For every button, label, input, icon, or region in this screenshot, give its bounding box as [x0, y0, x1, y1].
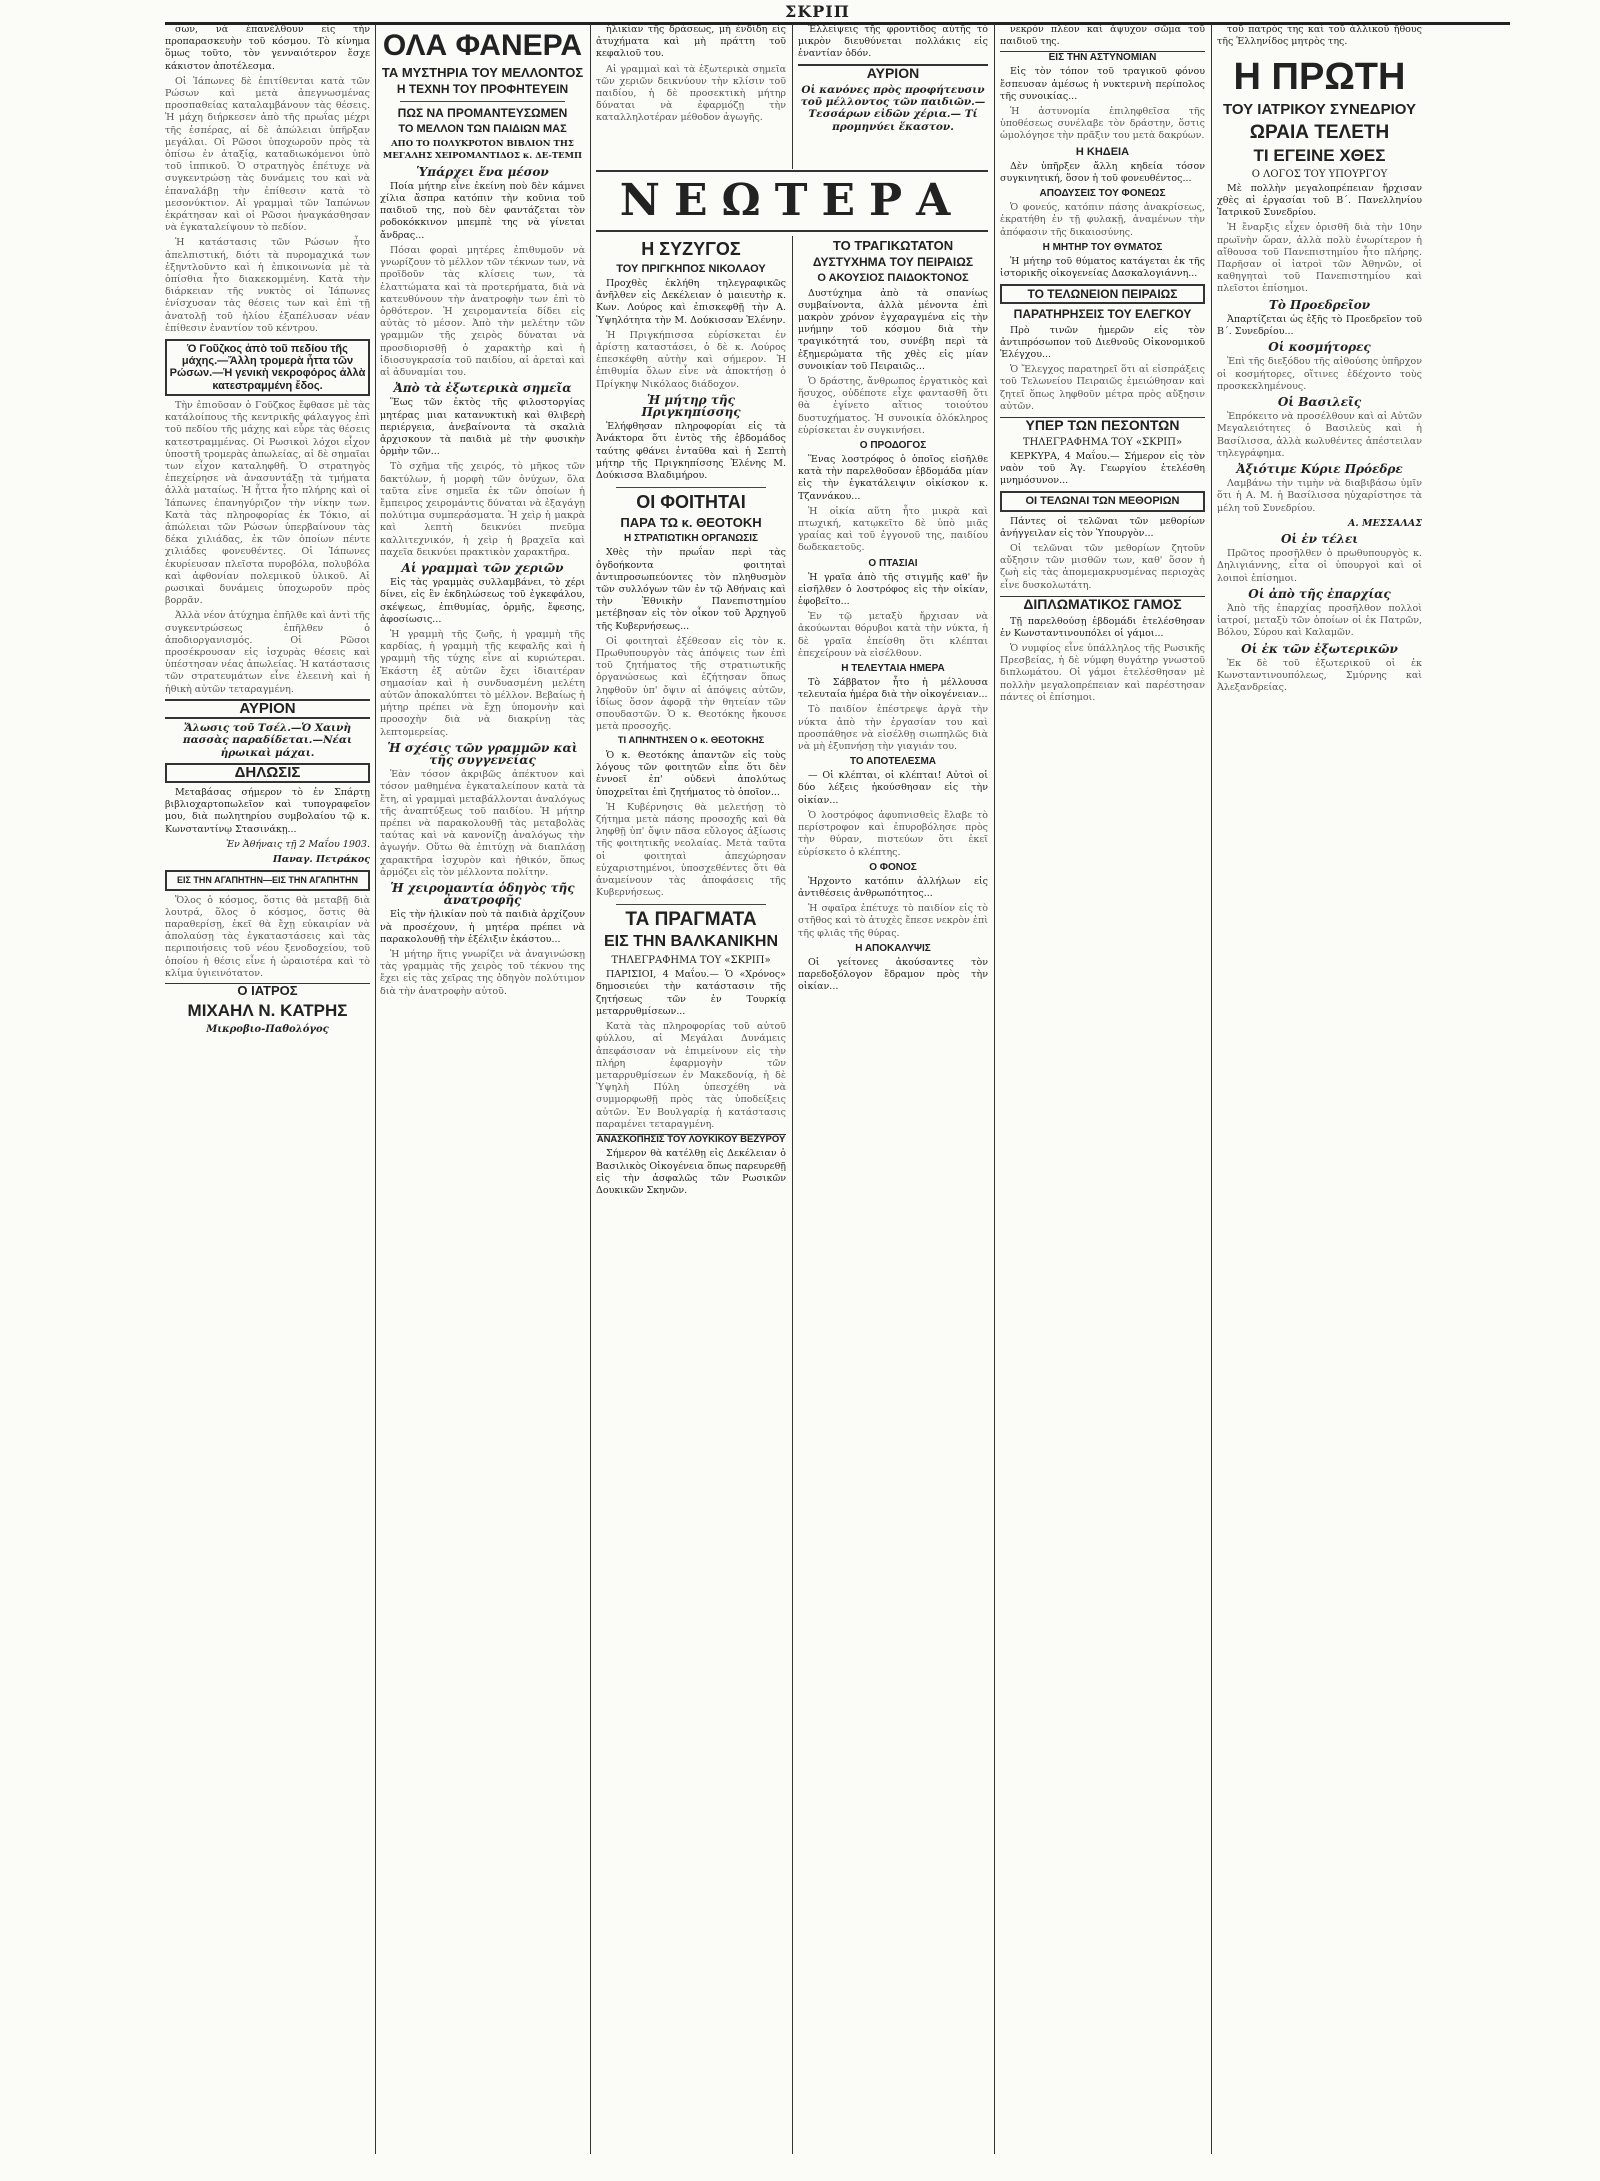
col3-para-2: Ἐλήφθησαν πληροφορίαι εἰς τὰ Ἀνάκτορα ὅτι ἐντὸς τῆς ἑβδομάδος ταύτης φθάνει ἐνταῦθα καὶ ἡ Σεπτὴ μήτηρ τῆς Πριγκηπίσσης Ἑλένης Μ. Δούκισσα Βλαδιμήρου. [596, 421, 786, 482]
col5-subhead-5: ΤΗΛΕΓΡΑΦΗΜΑ ΤΟΥ «ΣΚΡΙΠ» [1022, 436, 1183, 448]
column-rule [590, 24, 591, 2154]
col1-dilosis-title: ΔΗΛΩΣΙΣ [165, 763, 370, 783]
col3-subhead-1: Ἡ μήτηρ τῆς Πριγκηπίσσης [641, 392, 741, 420]
col1-body-2: Ἡ κατάστασις τῶν Ρώσων ἦτο ἀπελπιστική, διότι τὰ πυρομαχικά των ἐξηντλοῦντο καὶ ἡ ἐπικοινωνία μὲ τὰ ὀπίσθια ἦτο διακεκομμένη. Κατὰ τὴν διάρκειαν τῆς νυκτὸς οἱ Ἰάπωνες ἐνίσχυσαν τὰς θέσεις των καὶ ἐπὶ τῇ ἀνατολῇ τοῦ ἡλίου ἐξαπέλυσαν νέαν ἐπίθεσιν ἐναντίον τοῦ κέντρου. [165, 237, 370, 334]
col1-avrion-title: ΑΥΡΙΟΝ [165, 699, 370, 720]
col2-para-2: Ἕως τῶν ἐκτὸς τῆς φιλοστοργίας μητέρας μιαι κατανυκτικὴ καὶ θλιβερὴ περιέργεια, ἀνεβαίνοντα τὰ σκαλιὰ ἀρχισκουν τὰ παιδιὰ μὲ τὴν φυσικὴν ὁρμὴν τῶν... [380, 397, 585, 458]
col5-headline-5: ΔΙΠΛΩΜΑΤΙΚΟΣ ΓΑΜΟΣ [1000, 596, 1205, 612]
column-rule [1211, 24, 1212, 2154]
col6-para-1: Μὲ πολλὴν μεγαλοπρέπειαν ἤρχισαν χθὲς αἱ ἐργασίαι τοῦ Β΄. Πανελληνίου Ἰατρικοῦ Συνεδρίου. [1217, 182, 1422, 219]
col5-subhead-3: ΑΠΟΔΥΣΕΙΣ ΤΟΥ ΦΟΝΕΩΣ [1039, 188, 1166, 200]
col1-intro: σων, νὰ ἐπανέλθουν εἰς τὴν προπαρασκευὴν τοῦ κόσμου. Τὸ κίνημα ὅμως τοῦτο, τὸν γενναιότερον ἔσχε κάκιστον ἀποτέλεσμα. [165, 24, 370, 72]
column-3 [596, 236, 786, 2154]
col4-para-1: Δυστύχημα ἀπὸ τὰ σπανίως συμβαίνοντα, ἀλλὰ μένοντα ἐπὶ μακρὸν χρόνον ἐγχαραγμένα εἰς τὴν μνήμην τοῦ κόσμου διὰ τὴν τραγικότητά του, συνέβη περὶ τὰ ἐξημερώματα τῆς χθὲς εἰς μίαν συνοικίαν τοῦ Πειραιῶς... [798, 287, 988, 372]
col3-para-6: Σήμερον θὰ κατέλθῃ εἰς Δεκέλειαν ὁ Βασιλικὸς Οἰκογένεια ὅπως παρευρεθῇ εἰς τὴν ἀσφαλῶς τῶν Ρωσικῶν Δουκικῶν Σκηνῶν. [596, 1148, 786, 1196]
col5-headline-4: ΟΙ ΤΕΛΩΝΑΙ ΤΩΝ ΜΕΘΟΡΙΩΝ [1000, 491, 1205, 511]
col6-top-text: τοῦ πατρὸς της καὶ τοῦ ἀλλικοῦ ἤθους τῆς Ἑλληνίδος μητρὸς της. [1217, 24, 1422, 48]
col3-headline-7: ΕΙΣ ΤΗΝ ΒΑΛΚΑΝΙΚΗΝ [603, 933, 779, 951]
col3-subhead-4: ΑΝΑΣΚΟΠΗΣΙΣ ΤΟΥ ΛΟΥΚΙΚΟΥ ΒΕΖΥΡΟΥ [596, 1133, 786, 1145]
column-5 [1000, 24, 1205, 2154]
col5-para-7: Τῇ παρελθούσῃ ἑβδομάδι ἐτελέσθησαν ἐν Κωνσταντινουπόλει οἱ γάμοι... [1000, 615, 1205, 639]
col2-body-3: Ἡ γραμμὴ τῆς ζωῆς, ἡ γραμμὴ τῆς καρδίας, ἡ γραμμὴ τῆς κεφαλῆς καὶ ἡ γραμμὴ τῆς τύχης εἶνε αἱ κυριώτεραι. Ἑκάστη ἐξ αὐτῶν ἔχει ἰδιαιτέραν σημασίαν καὶ ἡ συνδυασμένη μελέτη αὐτῶν ἀποκαλύπτει τὸ μέλλον. Βεβαίως ἡ μήτηρ πρέπει νὰ ἔχῃ ὑπομονὴν καὶ προσοχὴν διὰ νὰ διακρίνῃ τὰς λεπτομερείας. [380, 628, 585, 738]
col1-body-5: Ὅλος ὁ κόσμος, ὅστις θὰ μεταβῇ διὰ λουτρά, ὅλος ὁ κόσμος, ὅστις θὰ παραθερίσῃ, ἐκεῖ θὰ ἔχῃ εὐκαιρίαν νὰ ἀπολαύσῃ τὰς ἐγκαταστάσεις καὶ τὰς περιποιήσεις τοῦ νέου ξενοδοχείου, τοῦ ὁποίου ἡ θέσις εἶνε ἡ ὡραιοτέρα καὶ τὸ κλίμα ὑγιεινότατον. [165, 894, 370, 979]
col1-body-3: Τὴν ἐπιοῦσαν ὁ Γοῦζκος ἔφθασε μὲ τὰς κατάλοίπους τῆς κεντρικῆς φάλαγγος ἐπὶ τοῦ πεδίου τῆς μάχης καὶ εὗρε τὰς θέσεις κατεστραμμένας. Οἱ Ρωσικοὶ λόχοι εἶχον ὑποστῆ τρομερὰς ἀπωλείας, αἱ δὲ σημαῖαι των εἶχον καταληφθῆ. Ὁ στρατηγὸς ἐπεχείρησε νὰ ἀνασυντάξῃ τὰ τμήματα ἀλλὰ ματαίως. Ἡ ἧττα ἦτο πλήρης καὶ οἱ Ἰάπωνες ἐπανηγύριζον τὴν νίκην των. Κατὰ τὰς πληροφορίας ἐκ Τόκιο, αἱ ἀπώλειαι τῶν Ρώσων ὑπερβαίνουν τὰς δέκα χιλιάδας, ἐκ τῶν ὁποίων πέντε χιλιάδες φονευθέντες. Οἱ Ἰάπωνες ἐκυρίευσαν πλεῖστα πυροβόλα, πολυβόλα καὶ ἀφθονίαν πολεμικοῦ ὑλικοῦ. Αἱ ρωσικαὶ δυνάμεις ὑποχωροῦν πρὸς βορρᾶν. [165, 399, 370, 607]
col4-para-2: Ἕνας λοστρόφος ὁ ὁποῖος εἰσῆλθε κατὰ τὴν παρελθοῦσαν ἑβδομάδα μίαν εἰς τὴν ἐγκατάλειψιν οἰκίσκον κ. Τζαννάκου... [798, 454, 988, 502]
col5-headline-3: ΥΠΕΡ ΤΩΝ ΠΕΣΟΝΤΩΝ [1000, 417, 1205, 433]
col5-body-1: Ἡ ἀστυνομία ἐπιληφθεῖσα τῆς ὑποθέσεως συνέλαβε τὸν δράστην, ὅστις ὡμολόγησε τὴν πρᾶξιν του μετὰ δακρύων. [1000, 106, 1205, 142]
col3-sep [616, 487, 766, 488]
column-3-top [596, 24, 786, 169]
col2-subhead-4: Ἡ σχέσις τῶν γραμμῶν καὶ τῆς συγγενείας [387, 740, 578, 768]
col2-headline-6: ΑΠΟ ΤΟ ΠΟΛΥΚΡΟΤΟΝ ΒΙΒΛΙΟΝ ΤΗΣ ΜΕΓΑΛΗΣ ΧΕΙΡΟΜΑΝΤΙΔΟΣ κ. ΔΕ-ΤΕΜΠ [382, 139, 583, 162]
col6-headline-3: ΩΡΑΙΑ ΤΕΛΕΤΗ [1249, 121, 1390, 143]
col2-para-1: Ποία μήτηρ εἶνε ἐκείνη ποὺ δὲν κάμνει χίλια ἄσπρα κατόπιν τὴν κοῦνια τοῦ παιδιοῦ της, ποὺ δὲν φαντάζεται τὸν ροδοκόκκινον μπεμπὲ της νὰ γίνεται ἄνδρας... [380, 180, 585, 241]
col2-headline-5: ΤΟ ΜΕΛΛΟΝ ΤΩΝ ΠΑΙΔΙΩΝ ΜΑΣ [398, 123, 567, 136]
col3-headline-3: ΟΙ ΦΟΙΤΗΤΑΙ [636, 492, 746, 513]
col3-body-4: Κατὰ τὰς πληροφορίας τοῦ αὐτοῦ φύλλου, αἱ Μεγάλαι Δυνάμεις ἀπεφάσισαν νὰ ἐπιμείνουν εἰς τὴν πλήρη ἐφαρμογὴν τῶν μεταρρυθμίσεων ἐν Μακεδονίᾳ, ἡ δὲ Ὑψηλὴ Πύλη ὑπεσχέθη νὰ συμμορφωθῇ πρὸς τὰς ὑποδείξεις αὐτῶν. Ἐν Βουλγαρίᾳ ἡ κατάστασις παραμένει τεταραγμένη. [596, 1021, 786, 1130]
col2-para-3: Εἰς τὰς γραμμὰς συλλαμβάνει, τὸ χέρι δίνει, εἰς ἓν ἐκδηλώσεως τοῦ ἐγκεφάλου, σκέψεως, ἐπιθυμίας, ὁρμῆς, ἔφεσης, ἀφοσίωσις... [380, 577, 585, 625]
column-1 [165, 24, 370, 2154]
col6-body-4: Λαμβάνω τὴν τιμὴν νὰ διαβιβάσω ὑμῖν ὅτι ἡ Α. Μ. ἡ Βασίλισσα ηὐχαρίστησε τὰ μέλη τοῦ Συνεδρίου. [1217, 478, 1422, 514]
column-rule [792, 236, 793, 2154]
col5-para-1: Εἰς τὸν τόπον τοῦ τραγικοῦ φόνου ἔσπευσαν ἀμέσως ἡ νυκτερινὴ περίπολος τῆς συνοικίας... [1000, 66, 1205, 102]
col6-body-5: Πρῶτος προσῆλθεν ὁ πρωθυπουργὸς κ. Δηλιγιάννης, εἶτα οἱ ὑπουργοὶ καὶ οἱ λοιποὶ ἐπίσημοι. [1217, 548, 1422, 584]
col5-para-2: Δὲν ὑπῆρξεν ἄλλη κηδεία τόσον συγκινητική, ὅσον ἡ τοῦ φονευθέντος... [1000, 160, 1205, 184]
col3-subhead-3: ΤΗΛΕΓΡΑΦΗΜΑ ΤΟΥ «ΣΚΡΙΠ» [611, 955, 771, 967]
col4-body-3: Ἐν τῷ μεταξὺ ἤρχισαν νὰ ἀκούωνται θόρυβοι κατὰ τὴν νύκτα, ἡ δὲ γραῖα ἐπείσθη ὅτι κλέπται ἐπεχείρουν νὰ εἰσέλθουν. [798, 611, 988, 659]
col3-body-3: Ἡ Κυβέρνησις θὰ μελετήσῃ τὸ ζήτημα μετὰ πάσης προσοχῆς καὶ θὰ ληφθῇ ὑπ' ὄψιν πᾶσα εὔλογος ἀξίωσις τῆς φοιτητικῆς νεολαίας. Μετὰ ταῦτα οἱ φοιτηταὶ ἀπεχώρησαν εὐχαριστημένοι, ὑποσχεθέντες ὅτι θὰ ἀναμείνουν τὰς ἀποφάσεις τῆς Κυβερνήσεως. [596, 801, 786, 899]
col2-body-4: Ἐὰν τόσον ἀκριβῶς ἀπέκτυον καὶ τόσον μαθημένα ἐγκαταλείπουν κατὰ τὰ ἔτη, αἱ γραμμαὶ μεταβάλλονται ἀναλόγως τῆς ἀναπτύξεως τοῦ παιδίου. Ἡ μήτηρ πρέπει νὰ παρακολουθῇ τὰς μεταβολὰς ταύτας καὶ νὰ κανονίζῃ ἀναλόγως τὴν ἀγωγήν. Οὕτω θὰ ἐπιτύχῃ νὰ διαπλάσῃ χαρακτῆρα ἰσχυρὸν καὶ ἠθικόν, ὅπως ἀρμόζει εἰς τὸν μέλλοντα πολίτην. [380, 769, 585, 878]
col4-para-6: Ἠρχοντο κατόπιν ἀλλήλων εἰς ἀντιθέσεις ἀνθρωπότητος... [798, 875, 988, 899]
col3-body-2: Οἱ φοιτηταὶ ἐξέθεσαν εἰς τὸν κ. Πρωθυπουργὸν τὰς ἀπόψεις των ἐπὶ τοῦ ζητήματος τῆς στρατιωτικῆς ὀργανώσεως καὶ ἐζήτησαν ὅπως ληφθοῦν ὑπ' ὄψιν αἱ ἀπόψεις αὐτῶν, ἰδίως ὅσον ἀφορᾷ τὴν θητείαν τῶν σπουδαστῶν. Ὁ κ. Θεοτόκης ἤκουσε μετὰ προσοχῆς. [596, 635, 786, 733]
col4-para-7: Οἱ γείτονες ἀκούσαντες τὸν παρεδοξόλογον ἔδραμον πρὸς τὴν οἰκίαν... [798, 956, 988, 993]
col2-subhead-1: Ὑπάρχει ἕνα μέσον [416, 164, 549, 179]
col2-subhead-5: Ἡ χειρομαντία ὁδηγὸς τῆς ἀνατροφῆς [390, 881, 575, 908]
col4-subhead-2: Ο ΠΤΑΣΙΑΙ [868, 557, 918, 569]
col5-body-3: Ὁ Ἔλεγχος παρατηρεῖ ὅτι αἱ εἰσπράξεις τοῦ Τελωνείου Πειραιῶς ἐμειώθησαν καὶ ζητεῖ ὅπως ληφθοῦν μέτρα πρὸς αὔξησιν αὐτῶν. [1000, 364, 1205, 412]
column-4-top [798, 24, 988, 169]
col1-dilosis-place: Ἐν Ἀθήναις τῇ 2 Μαΐου 1903. [225, 838, 370, 850]
col2-headline-2: ΤΑ ΜΥΣΤΗΡΙΑ ΤΟΥ ΜΕΛΛΟΝΤΟΣ [381, 64, 584, 80]
col3-para-3: Χθὲς τὴν πρωΐαν περὶ τὰς ὀγδοήκοντα φοιτηταὶ ἀντιπροσωπεύοντες τὸν πληθυσμὸν τῶν συλλόγων τῶν ἐν τῷ Ἀθήναις καὶ τὴν Ἐθνικὴν Πανεπιστημίου μετέβησαν εἰς τὸν οἶκον τοῦ Ἀρχηγοῦ τῆς Κυβερνήσεως... [596, 547, 786, 632]
col4-top-text: Ἐλλείψεις τῆς φροντίδος αὐτῆς τὸ μικρὸν διευθύνεται πολλάκις εἰς ἐναντίαν ὁδόν. [798, 24, 988, 60]
col6-headline-1: Η ΠΡΩΤΗ [1233, 56, 1406, 99]
col1-dilosis-text: Μεταβάσας σήμερον τὸ ἐν Σπάρτῃ βιβλιοχαρτοπωλεῖον καὶ τυπογραφεῖον μου, διὰ πωλητηρίου συμβολαίου τῷ κ. Κωνσταντίνῳ Στασινάκῃ... [165, 787, 370, 835]
col4-avrion-title: ΑΥΡΙΟΝ [798, 64, 988, 81]
col2-body-1: Πόσαι φοραὶ μητέρες ἐπιθυμοῦν νὰ γνωρίζουν τὸ μέλλον τῶν τέκνων των, νὰ προϊδοῦν τὰς κλίσεις των, τὰ ἐλαττώματα καὶ τὰ προτερήματα, διὰ νὰ κατευθύνουν τὴν ἀνατροφὴν των ἐπὶ τὸ ὀρθότερον. Ἡ χειρομαντεία δίδει εἰς αὐτὰς τὸ μέσον. Ἀπὸ τὴν μελέτην τῶν γραμμῶν τῆς χειρὸς δύναται νὰ προσδιορισθῇ ὁ χαρακτὴρ καὶ ἡ ἰδιοσυγκρασία τοῦ παιδίου, αἱ ἀρεταὶ καὶ αἱ ἀδυναμίαι του. [380, 244, 585, 378]
col2-headline-3: Η ΤΕΧΝΗ ΤΟΥ ΠΡΟΦΗΤΕΥΕΙΝ [396, 81, 569, 96]
col1-athinon-title: ΕΙΣ ΤΗΝ ΑΓΑΠΗΤΗΝ—ΕΙΣ ΤΗΝ ΑΓΑΠΗΤΗΝ [165, 870, 370, 890]
col5-para-6: Πάντες οἱ τελῶναι τῶν μεθορίων ἀνήγγειλαν εἰς τὸν Ὑπουργὸν... [1000, 515, 1205, 539]
col3-headline-6: ΤΑ ΠΡΑΓΜΑΤΑ [625, 909, 757, 931]
col6-subhead-2: Οἱ κοσμήτορες [1268, 340, 1371, 355]
col4-avrion-text: Οἱ κανόνες πρὸς προφήτευσιν τοῦ μέλλοντος τῶν παιδιῶν.— Τεσσάρων εἰδῶν χέρια.— Τί προμηνύει ἕκαστον. [800, 84, 986, 133]
col6-para-2: Ἀπαρτίζεται ὡς ἑξῆς τὸ Προεδρεῖον τοῦ Β΄. Συνεδρίου... [1217, 313, 1422, 338]
col3-headline-5: Η ΣΤΡΑΤΙΩΤΙΚΗ ΟΡΓΑΝΩΣΙΣ [623, 533, 759, 545]
col6-headline-2: ΤΟΥ ΙΑΤΡΙΚΟΥ ΣΥΝΕΔΡΙΟΥ [1222, 101, 1417, 119]
col5-headline-2: ΠΑΡΑΤΗΡΗΣΕΙΣ ΤΟΥ ΕΛΕΓΚΟΥ [1013, 307, 1192, 322]
column-rule [792, 24, 793, 169]
col4-subhead-1: Ο ΠΡΟΔΟΓΟΣ [859, 440, 927, 452]
col4-headline-3: Ο ΑΚΟΥΣΙΟΣ ΠΑΙΔΟΚΤΟΝΟΣ [817, 272, 969, 285]
col6-body-1: Ἡ ἔναρξις εἶχεν ὁρισθῆ διὰ τὴν 10ην πρωϊνὴν ὥραν, ἀλλὰ πολὺ ἐνωρίτερον ἡ αἴθουσα τοῦ Πανεπιστημίου ἦτο πλήρης. Παρῆσαν οἱ ἰατροὶ τῶν Ἀθηνῶν, οἱ καθηγηταὶ τοῦ Πανεπιστημίου καὶ πλεῖστοι ἐπίσημοι. [1217, 222, 1422, 295]
col5-subhead-2: Η ΚΗΔΕΙΑ [1075, 145, 1130, 158]
col5-top-text: νεκρὸν πλέον καὶ ἄψυχον σῶμα τοῦ παιδιοῦ της. [1000, 24, 1205, 48]
column-6 [1217, 24, 1422, 2154]
col3-headline-2: ΤΟΥ ΠΡΙΓΚΗΠΟΣ ΝΙΚΟΛΑΟΥ [616, 262, 766, 275]
col6-body-6: Ἀπὸ τῆς ἐπαρχίας προσῆλθον πολλοὶ ἰατροί, μεταξὺ τῶν ὁποίων οἱ ἐκ Πατρῶν, Βόλου, Σύρου καὶ Καλαμῶν. [1217, 603, 1422, 639]
neotera-banner [596, 170, 988, 232]
col5-body-2: Ὁ φονεύς, κατόπιν πάσης ἀνακρίσεως, ἐκρατήθη ἐν τῇ φυλακῇ, ἀναμένων τὴν ἀπόφασιν τῆς δικαιοσύνης. [1000, 202, 1205, 238]
col6-body-2: Ἐπὶ τῆς διεξόδου τῆς αἰθούσης ὑπῆρχον οἱ κοσμήτορες, οἵτινες ἐδέχοντο τοὺς προσκεκλημένους. [1217, 356, 1422, 392]
column-rule [375, 24, 376, 2154]
col4-subhead-3: Η ΤΕΛΕΥΤΑΙΑ ΗΜΕΡΑ [841, 663, 945, 675]
col6-headline-4: ΤΙ ΕΓΕΙΝΕ ΧΘΕΣ [1253, 145, 1386, 165]
column-rule [994, 24, 995, 2154]
col1-gouzkos-heading: Ὁ Γοῦζκος ἀπὸ τοῦ πεδίου τῆς μάχης.—Ἄλλη τρομερὰ ἧττα τῶν Ρώσων.—Ἡ γενικὴ νεκροφόρος ἀλλὰ κατεστραμμένη ἔδος. [165, 339, 370, 396]
col4-para-4: Τὸ Σάββατον ἦτο ἡ μέλλουσα τελευταία ἡμέρα διὰ τὴν οἰκογένειαν... [798, 677, 988, 701]
col2-body-5: Ἡ μήτηρ ἥτις γνωρίζει νὰ ἀναγινώσκῃ τὰς γραμμὰς τῆς χειρὸς τοῦ τέκνου της ἔχει εἰς τὰς χεῖρας της ὁδηγὸν πολύτιμον διὰ τὴν ἀνατροφὴν αὐτοῦ. [380, 949, 585, 997]
col4-body-5: Ὁ λοστρόφος ἀφυπνισθεὶς ἔλαβε τὸ περίστροφον καὶ ἐπυροβόλησε πρὸς τὴν θύραν, πιστεύων ὅτι ἐκεῖ εὑρίσκετο ὁ κλέπτης. [798, 809, 988, 858]
col6-subhead-4: Ἀξιότιμε Κύριε Πρόεδρε [1236, 462, 1403, 477]
col2-subhead-3: Αἱ γραμμαὶ τῶν χεριῶν [401, 560, 564, 575]
col6-subhead-3: Οἱ Βασιλεῖς [1277, 395, 1362, 410]
masthead-title: ΣΚΡΙΠ [785, 2, 850, 21]
col6-headline-5: Ο ΛΟΓΟΣ ΤΟΥ ΥΠΟΥΡΓΟΥ [1251, 168, 1388, 180]
col5-body-5: Ὁ νυμφίος εἶνε ὑπάλληλος τῆς Ρωσικῆς Πρεσβείας, ἡ δὲ νύμφη θυγάτηρ γνωστοῦ διπλωμάτου. Οἱ γάμοι ἐτελέσθησαν μὲ πολλὴν μεγαλοπρέπειαν καὶ παρέστησαν πάντες οἱ ἐπίσημοι. [1000, 642, 1205, 703]
column-4 [798, 236, 988, 2154]
col6-subhead-6: Οἱ ἀπὸ τῆς ἐπαρχίας [1248, 586, 1391, 601]
col6-body-3: Ἐπρόκειτο νὰ προσέλθουν καὶ αἱ Αὐτῶν Μεγαλειότητες ὁ Βασιλεὺς καὶ ἡ Βασίλισσα, ἀλλὰ κωλυθέντες ἀπέστειλαν τηλεγράφημα. [1217, 411, 1422, 459]
col4-para-5: — Οἱ κλέπται, οἱ κλέπται! Αὐτοὶ οἱ δύο λέξεις ἠκούσθησαν εἰς τὴν οἰκίαν... [798, 770, 988, 806]
col1-body: Οἱ Ἰάπωνες δὲ ἐπιτίθενται κατὰ τῶν Ρώσων καὶ μετὰ ἀπεγνωσμένας προσπαθείας καταλαμβάνουν τὰς θέσεις. Ἡ μάχη διήρκεσεν ἀπὸ τῆς πρωΐας μέχρι τῆς ἑσπέρας, αἱ δὲ ἀπώλειαι ὑπῆρξαν μεγάλαι. Οἱ Ρῶσοι ὑποχωροῦν πρὸς τὰ ὀπίσω ἐν ἀταξίᾳ, καταδιωκόμενοι ὑπὸ τοῦ ἱππικοῦ. Ὁ στρατηγὸς ἐπέτυχε νὰ συγκεντρώσῃ τὰς δυνάμεις του καὶ νὰ ἐπαναλάβῃ τὴν ἐπίθεσιν κατὰ τὸ μεσονύκτιον. Αἱ γραμμαὶ τῶν Ἰαπώνων ἐκράτησαν καὶ οἱ Ρῶσοι ἠναγκάσθησαν νὰ ἐγκαταλείψουν τὸ πεδίον. [165, 75, 370, 234]
col1-body-4: Ἀλλὰ νέον ἀτύχημα ἐπῆλθε καὶ ἀντὶ τῆς συγκεντρώσεως ἐπῆλθεν ὁ ἀποδιοργανισμός. Οἱ Ρῶσοι προσέκρουσαν εἰς ἰσχυρὰς θέσεις καὶ ὑπέστησαν νέας ἀπωλείας. Ἡ κατάστασις τῶν στρατευμάτων εἶνε ἐλεεινὴ καὶ ἡ ἠθικὴ αὐτῶν τεταραγμένη. [165, 610, 370, 695]
col3-sep [616, 904, 766, 905]
neotera-title: ΝΕΩΤΕΡΑ [619, 175, 965, 226]
col3-body-1: Ἡ Πριγκήπισσα εὑρίσκεται ἐν ἀρίστῃ καταστάσει, ὁ δὲ κ. Λούρος ἐπεσκέφθη αὐτὴν καὶ σήμερον. Ἡ ἐπιθυμία ὅλων εἶνε νὰ ἀποκτήσῃ ὁ Πρίγκηψ Νικόλαος διάδοχον. [596, 329, 786, 390]
col4-subhead-6: Η ΑΠΟΚΑΛΥΨΙΣ [855, 942, 931, 954]
col4-body-1: Ὁ δράστης, ἄνθρωπος ἐργατικὸς καὶ ἥσυχος, οὐδέποτε εἶχε φαντασθῆ ὅτι θὰ ἐγίνετο αἴτιος τοιούτου δυστυχήματος. Ἡ συνοικία ὁλόκληρος εὑρίσκεται ἐν συγκινήσει. [798, 376, 988, 436]
col5-subhead-4: Η ΜΗΤΗΡ ΤΟΥ ΘΥΜΑΤΟΣ [1042, 241, 1163, 253]
col5-subhead-1: ΕΙΣ ΤΗΝ ΑΣΤΥΝΟΜΙΑΝ [1000, 51, 1205, 63]
col3-subhead-2: ΤΙ ΑΠΗΝΤΗΣΕΝ Ο κ. ΘΕΟΤΟΚΗΣ [617, 735, 765, 747]
col4-headline-2: ΔΥΣΤΥΧΗΜΑ ΤΟΥ ΠΕΙΡΑΙΩΣ [812, 255, 974, 270]
col4-subhead-5: Ο ΦΟΝΟΣ [869, 861, 917, 873]
col1-doctor-title: Ο ΙΑΤΡΟΣ [165, 983, 370, 998]
col6-subhead-1: Τὸ Προεδρεῖον [1268, 297, 1371, 312]
col5-headline-1: ΤΟ ΤΕΛΩΝΕΙΟΝ ΠΕΙΡΑΙΩΣ [1000, 284, 1205, 304]
col1-doctor-name: ΜΙΧΑΗΛ Ν. ΚΑΤΡΗΣ [187, 1001, 348, 1021]
col6-subhead-5: Οἱ ἐν τέλει [1280, 532, 1359, 547]
col4-headline-1: ΤΟ ΤΡΑΓΙΚΩΤΑΤΟΝ [832, 238, 954, 253]
col4-body-4: Τὸ παιδίον ἐπέστρεψε ἀργὰ τὴν νύκτα ἀπὸ τὴν ἐργασίαν του καὶ προσπάθησε νὰ εἰσέλθῃ σιωπηλῶς διὰ νὰ μὴ ἐξυπνήσῃ τὴν γιαγιάν του. [798, 704, 988, 753]
col3-headline-4: ΠΑΡΑ ΤΩ κ. ΘΕΟΤΟΚΗ [620, 515, 762, 531]
col5-para-4: Πρὸ τινῶν ἡμερῶν εἰς τὸν ἀντιπρόσωπον τοῦ Διεθνοῦς Οἰκονομικοῦ Ἐλέγχου... [1000, 324, 1205, 360]
col6-subhead-7: Οἱ ἐκ τῶν ἐξωτερικῶν [1241, 641, 1398, 656]
col3-para-1: Προχθὲς ἐκλήθη τηλεγραφικῶς ἀνῆλθεν εἰς Δεκέλειαν ὁ μαιευτὴρ κ. Κων. Λούρος καὶ ἐπισκεφθῇ τὴν Α. Ὑψηλότητα τὴν Μ. Δούκισσαν Ἑλένην. [596, 277, 786, 326]
col6-signature: Α. ΜΕΣΣΑΛΑΣ [1347, 517, 1422, 529]
col4-body-6: Ἡ σφαῖρα ἐπέτυχε τὸ παιδίον εἰς τὸ στῆθος καὶ τὸ ἀτυχὲς ἔπεσε νεκρὸν ἐπὶ τῆς φλιᾶς τῆς θύρας. [798, 903, 988, 939]
col6-body-7: Ἐκ δὲ τοῦ ἐξωτερικοῦ οἱ ἐκ Κωνσταντινουπόλεως, Σμύρνης καὶ Ἀλεξανδρείας. [1217, 657, 1422, 694]
col2-body-2: Τὸ σχῆμα τῆς χειρός, τὸ μῆκος τῶν δακτύλων, ἡ μορφὴ τῶν ὀνύχων, ὅλα ταῦτα εἶνε σημεῖα ἐκ τῶν ὁποίων ἡ ἔμπειρος χειρομάντις δύναται νὰ ἐξαγάγῃ πολύτιμα συμπεράσματα. Ἡ χεὶρ ἡ μακρὰ καὶ λεπτὴ δεικνύει πνεῦμα καλλιτεχνικόν, ἡ χεὶρ ἡ βραχεῖα καὶ παχεῖα δεικνύει πρακτικὸν χαρακτῆρα. [380, 461, 585, 558]
col1-doctor-role: Μικροβιο-Παθολόγος [206, 1024, 329, 1036]
col5-body-4: Οἱ τελῶναι τῶν μεθορίων ζητοῦν αὔξησιν τῶν μισθῶν των, καθ' ὅσον ἡ ζωὴ εἰς τὰς ἀπομεμακρυσμένας περιοχὰς εἶνε δυσκολωτάτη. [1000, 543, 1205, 591]
col1-avrion-text: Ἄλωσις τοῦ Τσέλ.—Ὁ Χαινὴ πασσὰς παραδίδεται.—Νέαι ἡρωικαὶ μάχαι. [182, 722, 353, 759]
col5-para-3: Ἡ μήτηρ τοῦ θύματος κατάγεται ἐκ τῆς ἱστορικῆς οἰκογενείας Δασκαλογιάννη... [1000, 255, 1205, 279]
col4-subhead-4: ΤΟ ΑΠΟΤΕΛΕΣΜΑ [849, 756, 936, 768]
col5-para-5: ΚΕΡΚΥΡΑ, 4 Μαΐου.— Σήμερον εἰς τὸν ναὸν τοῦ Ἁγ. Γεωργίου ἐτελέσθη μνημόσυνον... [1000, 450, 1205, 487]
masthead [165, 0, 1510, 25]
col3-para-4: Ὁ κ. Θεοτόκης ἀπαντῶν εἰς τοὺς λόγους τῶν φοιτητῶν εἶπε ὅτι δὲν ἐννοεῖ ἐπ' οὐδενὶ ἀπολύτως ὑποχρεῖται ἐπὶ ζητήματος τὸ ὁποῖον... [596, 749, 786, 798]
col3-para-5: ΠΑΡΙΣΙΟΙ, 4 Μαΐου.— Ὁ «Χρόνος» δημοσιεύει τὴν κατάστασιν τῆς ζητήσεως τῶν ἐν Τουρκίᾳ μεταρρυθμίσεων... [596, 969, 786, 1017]
col2-sep [400, 101, 565, 102]
col3-top-text: ἡλικίαν τῆς δράσεως, μὴ ἐνδίδη εἰς ἀτυχήματα καὶ μὴ πράττη τοῦ κεφαλιοῦ του. [596, 24, 786, 60]
col3-top-body: Αἱ γραμμαὶ καὶ τὰ ἐξωτερικὰ σημεῖα τῶν χεριῶν δεικνύουν τὴν κλίσιν τοῦ παιδίου, ἡ δὲ προσεκτικὴ μήτηρ δύναται νὰ ἐφαρμόζῃ τὴν καταλληλοτέραν μέθοδον ἀγωγῆς. [596, 63, 786, 124]
col4-para-3: Ἡ γραῖα ἀπὸ τῆς στιγμῆς καθ' ἣν εἰσῆλθεν ὁ λοστρόφος εἰς τὴν οἰκίαν, ἐφοβεῖτο... [798, 571, 988, 608]
col2-subhead-2: Ἀπὸ τὰ ἐξωτερικὰ σημεῖα [393, 381, 572, 396]
col2-para-4: Εἰς τὴν ἠλικίαν ποὺ τὰ παιδιὰ ἀρχίζουν νὰ προσέχουν, ἡ μητέρα πρέπει νὰ παρακολουθῇ τὴν ἐξέλιξιν ἑκάστου... [380, 909, 585, 945]
col2-headline: ΟΛΑ ΦΑΝΕΡΑ [382, 29, 583, 62]
col3-headline-1: Η ΣΥΖΥΓΟΣ [641, 239, 741, 259]
col4-body-2: Ἡ οἰκία αὕτη ἦτο μικρὰ καὶ πτωχική, κατῳκεῖτο δὲ ὑπὸ μιᾶς γραίας καὶ τοῦ ἐγγονοῦ της, παιδίου δωδεκαετοῦς. [798, 505, 988, 554]
column-2 [380, 24, 585, 2154]
col2-headline-4: ΠΩΣ ΝΑ ΠΡΟΜΑΝΤΕΥΣΩΜΕΝ [397, 105, 568, 120]
col1-dilosis-name: Παναγ. Πετράκος [272, 854, 370, 866]
